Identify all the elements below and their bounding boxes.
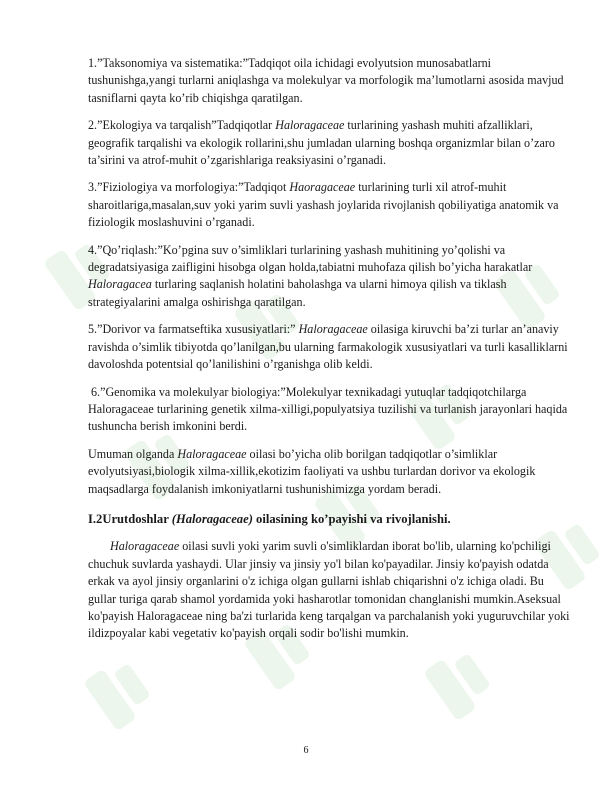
paragraph-medicinal (88, 321, 570, 373)
paragraph-summary (88, 446, 570, 498)
paragraph-physiology (88, 179, 570, 231)
text-run: turlaring saqlanish holatini baholashga va ularni himoya qilish va tiklash strategiyalarini amalga oshirishga qaratilgan. (88, 277, 507, 309)
paragraph-genomics (88, 384, 570, 436)
italic-term: Haloragaceae (110, 539, 180, 554)
italic-term: Haoragaceae (289, 180, 356, 195)
paragraph-conservation (88, 242, 570, 312)
text-run: Umuman olganda (88, 446, 178, 461)
text-run: 1.”Taksonomiya va sistematika:”Tadqiqot oila ichidagi evolyutsion munosabatlarni tushunishga,yangi turlarni aniqlashga va molekulyar va morfologik ma’lumotlarni asosida mavjud tasniflarni qayta ko’rib chiqishga qaratilgan. (88, 56, 564, 105)
italic-term: Haloragaceae (275, 118, 345, 133)
italic-term: Haloragacea (88, 277, 152, 292)
document-page (88, 55, 570, 653)
text-run: turlarining turli xil atrof-muhit sharoitlariga,masalan,suv yoki yarim suvli yashash joylarida rivojlanish qobiliyatiga anatomik va fiziologik moslashuvini o’rganadi. (88, 180, 559, 230)
heading-prefix: I.2Urutdoshlar (88, 511, 172, 526)
paragraph-reproduction (88, 538, 570, 642)
text-run: 4.”Qo’riqlash:”Ko’pgina suv o’simliklari turlarining yashash muhitining yo’qolishi va degradatsiyasiga zaifligini hisobga olgan holda,tabiatni muhofaza qilish bo’yicha harakatlar (88, 242, 533, 275)
text-run: oilasiga kiruvchi ba’zi turlar an’anaviy ravishda o’simlik tibiyotda qo’lanilgan,bu ularning farmakologik xususiyatlari va turli kasalliklarni davoloshda potentsial qo’lanilishini o’rganishga olib keldi. (88, 322, 568, 372)
heading-family-name: (Haloragaceae) (171, 511, 253, 526)
text-run: turlarining yashash muhiti afzalliklari, geografik tarqalishi va ekologik rollarini,shu jumladan ularning boshqa organizmlar bilan o’zaro ta’sirini va atrof-muhit o’zgarishlariga reaksiyasini o’rganadi. (88, 118, 555, 168)
text-run: 3.”Fiziologiya va morfologiya:”Tadqiqot (88, 180, 290, 195)
text-run: 5.”Dorivor va farmatseftika xususiyatlari:” (88, 322, 299, 337)
paragraph-taxonomy (88, 55, 570, 107)
text-run: oilasi suvli yoki yarim suvli o'simliklardan iborat bo'lib, ularning ko'pchiligi chuchuk suvlarda yashaydi. Ular jinsiy va jinsiy yo'l bilan ko'payadilar. Jinsiy ko'payish odatda erkak va ayol jinsiy organlarini o'z ichiga olgan gullarni ishlab chiqarishni o'z ichiga oladi. Bu gullar turiga qarab shamol yordamida yoki hasharotlar tomonidan changlanishi mumkin.Aseksual ko'payish Haloragaceae ning ba'zi turlarida keng tarqalgan va parchalanish yoki yuguruvchilar yoki ildizpoyalar kabi vegetativ ko'payish orqali sodir bo'lishi mumkin. (88, 539, 570, 641)
paragraph-ecology (88, 117, 570, 169)
section-heading (88, 511, 570, 528)
heading-suffix: oilasining ko’payishi va rivojlanishi. (252, 511, 451, 526)
page-number: 6 (303, 745, 309, 756)
text-run: 2.”Ekologiya va tarqalish”Tadqiqotlar (88, 118, 276, 133)
text-run: 6.”Genomika va molekulyar biologiya:”Molekulyar texnikadagi yutuqlar tadqiqotchilarga Haloragaceae turlarining genetik xilma-xilligi,populyatsiya tuzilishi va turlanish jarayonlari haqida tushuncha berish imkonini berdi. (88, 384, 568, 434)
italic-term: Haloragaceae (298, 322, 368, 337)
text-run: oilasi bo’yicha olib borilgan tadqiqotlar o’simliklar evolyutsiyasi,biologik xilma-xillik,ekotizim faoliyati va ushbu turlardan dorivor va ekologik maqsadlarga foydalanish imkoniyatlarni tushunishimizga yordam beradi. (88, 446, 536, 496)
italic-term: Haloragaceae (177, 446, 247, 461)
